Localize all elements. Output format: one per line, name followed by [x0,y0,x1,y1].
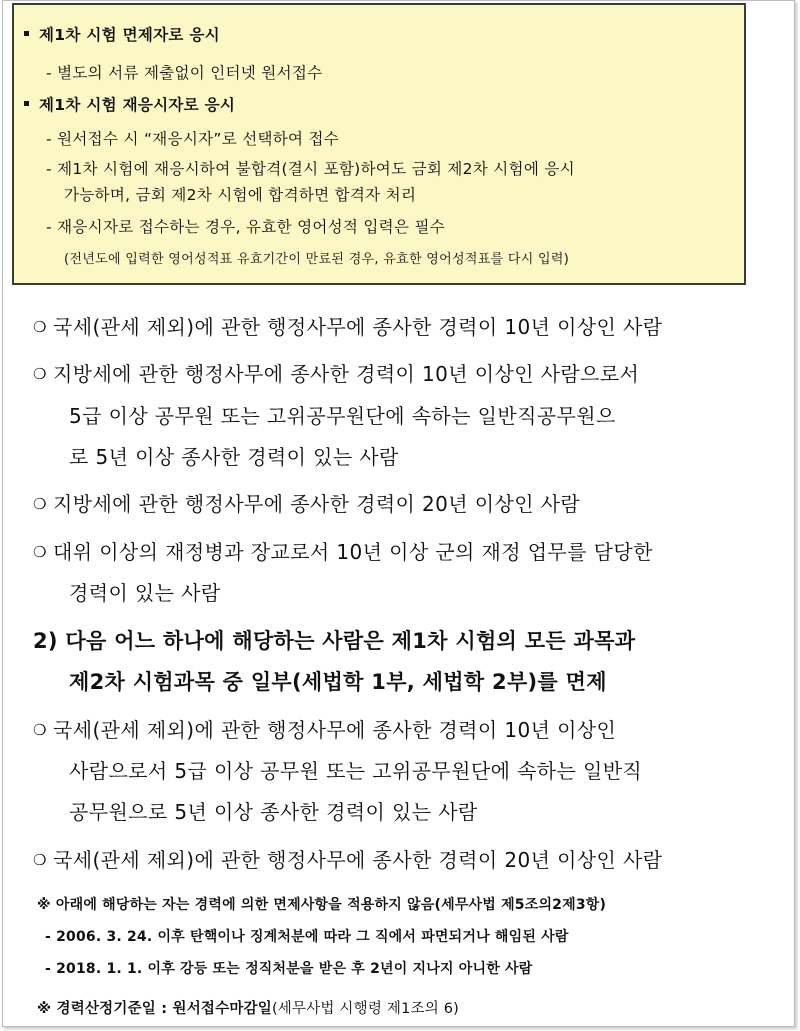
exclusion-item-demotion: - 2018. 1. 1. 이후 강등 또는 정직처분을 받은 후 2년이 지나지 아니한 사람 [45,961,533,977]
notice-box [12,3,746,285]
exclusion-item-dismissal: - 2006. 3. 24. 이후 탄핵이나 징계처분에 따라 그 직에서 파면되거나 해임된 사람 [45,929,569,945]
circle-bullet-icon: ❍ [33,721,47,739]
notice-sub-select-reapply: - 원서접수 시 “재응시자”로 선택하여 접수 [46,130,340,148]
circle-bullet-icon: ❍ [33,851,47,869]
circle-bullet-icon: ❍ [33,495,47,513]
section-heading-continuation: 제2차 시험과목 중 일부(세법학 1부, 세법학 2부)를 면제 [69,670,607,694]
notice-sub-english-score: - 재응시자로 접수하는 경우, 유효한 영어성적 입력은 필수 [46,218,445,236]
notice-english-score-note: (전년도에 입력한 영어성적표 유효기간이 만료된 경우, 유효한 영어성적표를 다시 입력) [64,252,570,267]
document-frame [2,0,795,1027]
list-item-continuation: 경력이 있는 사람 [69,581,221,605]
circle-bullet-icon: ❍ [33,543,47,561]
list-item-continuation: 사람으로서 5급 이상 공무원 또는 고위공무원단에 속하는 일반직 [69,759,643,783]
notice-sub-fail-line2: 가능하며, 금회 제2차 시험에 합격하면 합격자 처리 [64,186,417,204]
circle-bullet-icon: ❍ [33,365,47,383]
list-item: ❍ 국세(관세 제외)에 관한 행정사무에 종사한 경력이 10년 이상인 [33,718,617,742]
notice-sub-fail-line1: - 제1차 시험에 재응시하여 불합격(결시 포함)하여도 금회 제2차 시험에 응시 [46,160,575,178]
list-item: ❍ 지방세에 관한 행정사무에 종사한 경력이 20년 이상인 사람 [33,492,581,516]
list-item-continuation: 5급 이상 공무원 또는 고위공무원단에 속하는 일반직공무원으 [69,404,616,428]
square-bullet-icon [24,101,29,106]
list-item: ❍ 대위 이상의 재정병과 장교로서 10년 이상 군의 재정 업무를 담당한 [33,540,653,564]
exclusion-note: ※ 아래에 해당하는 자는 경력에 의한 면제사항을 적용하지 않음(세무사법 제5조의2제3항) [37,897,607,913]
list-item-continuation: 공무원으로 5년 이상 종사한 경력이 있는 사람 [69,800,478,824]
list-item: ❍ 국세(관세 제외)에 관한 행정사무에 종사한 경력이 20년 이상인 사람 [33,848,663,872]
notice-sub-online-apply: - 별도의 서류 제출없이 인터넷 원서접수 [46,64,323,82]
circle-bullet-icon: ❍ [33,318,47,336]
notice-heading-reapply: 제1차 시험 재응시자로 응시 [24,93,235,115]
notice-heading-exempt: 제1차 시험 면제자로 응시 [24,23,220,45]
square-bullet-icon [24,31,29,36]
section-heading: 2) 다음 어느 하나에 해당하는 사람은 제1차 시험의 모든 과목과 [33,629,636,653]
list-item-continuation: 로 5년 이상 종사한 경력이 있는 사람 [69,445,399,469]
career-basis-date: ※ 경력산정기준일 : 원서접수마감일(세무사법 시행령 제1조의 6) [37,1001,459,1017]
list-item: ❍ 국세(관세 제외)에 관한 행정사무에 종사한 경력이 10년 이상인 사람 [33,315,663,339]
list-item: ❍ 지방세에 관한 행정사무에 종사한 경력이 10년 이상인 사람으로서 [33,362,640,386]
